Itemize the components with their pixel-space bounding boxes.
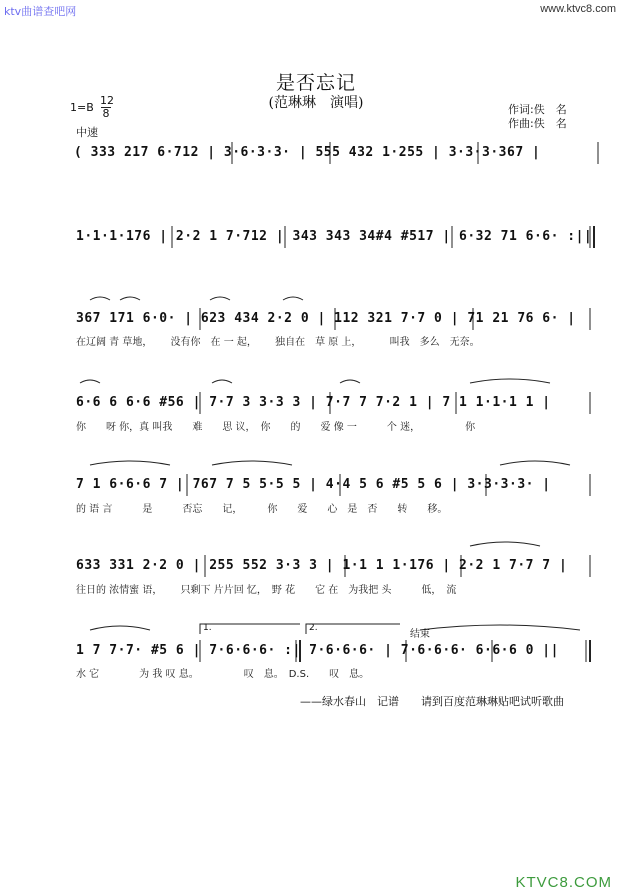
tempo-marking: 中速 <box>76 126 98 139</box>
score-row-1: ( 333 217 6·712 | 3·6·3·3· | 555 432 1·255 | 3·3·3·367 | <box>74 145 541 160</box>
lyrics-row-3: 在辽阔 青 草地， 没有你 在 一 起， 独自在 草 原 上， 叫我 多么 无奈。 <box>76 337 480 348</box>
volta-second-ending: 2. <box>309 623 318 633</box>
score-row-7: 1 7 7·7· #5 6 | 7·6·6·6· :| 7·6·6·6· | 7·6·6·6· 6·6·6 0 || <box>76 643 559 658</box>
song-title: 是否忘记 <box>275 72 356 94</box>
key-signature: 1=B <box>70 101 94 114</box>
lyrics-row-6: 往日的 浓情蜜 语， 只剩下 片片回 忆， 野 花 它 在 为我把 头 低， 流 <box>76 585 457 596</box>
volta-first-ending: 1. <box>203 623 212 633</box>
lyrics-row-7: 水 它 为 我 叹 息。 叹 息。 D.S. 叹 息。 <box>76 669 370 680</box>
ending-label: 结束 <box>410 629 430 640</box>
score-row-4: 6·6 6 6·6 #56 | 7·7 3 3·3 3 | 7·7 7 7·2 1 | 7 1 1·1·1 1 | <box>76 395 551 410</box>
lyrics-row-4: 你 呀 你，真 叫我 难 思 议， 你 的 爱 像 一 个 迷， 你 <box>76 422 476 433</box>
composer-credit: 作曲:佚 名 <box>508 117 567 130</box>
meter-bottom: 8 <box>102 107 110 120</box>
lyricist-credit: 作词:佚 名 <box>508 103 567 116</box>
transcriber-credit: ——绿水春山 记谱 请到百度范琳琳贴吧试听歌曲 <box>300 695 564 708</box>
site-watermark-bottom: KTVC8.COM <box>515 874 612 891</box>
meter-top: 12 <box>100 94 114 107</box>
lyrics-row-5: 的 语 言 是 否忘 记， 你 爱 心 是 否 转 移。 <box>76 504 448 515</box>
score-row-6: 633 331 2·2 0 | 255 552 3·3 3 | 1·1 1 1·176 | 2·2 1 7·7 7 | <box>76 558 568 573</box>
score-row-3: 367 171 6·0· | 623 434 2·2 0 | 112 321 7·7 0 | 71 21 76 6· | <box>76 311 576 326</box>
score-row-5: 7 1 6·6·6 7 | 767 7 5 5·5 5 | 4·4 5 6 #5 5 6 | 3·3·3·3· | <box>76 477 551 492</box>
site-watermark-top-left: ktv曲谱查吧网 <box>4 5 77 18</box>
site-watermark-top-right: www.ktvc8.com <box>540 3 616 15</box>
song-subtitle: (范琳琳 演唱) <box>268 95 364 111</box>
score-row-2: 1·1·1·176 | 2·2 1 7·712 | 343 343 34#4 #517 | 6·32 71 6·6· :|| <box>76 229 593 244</box>
